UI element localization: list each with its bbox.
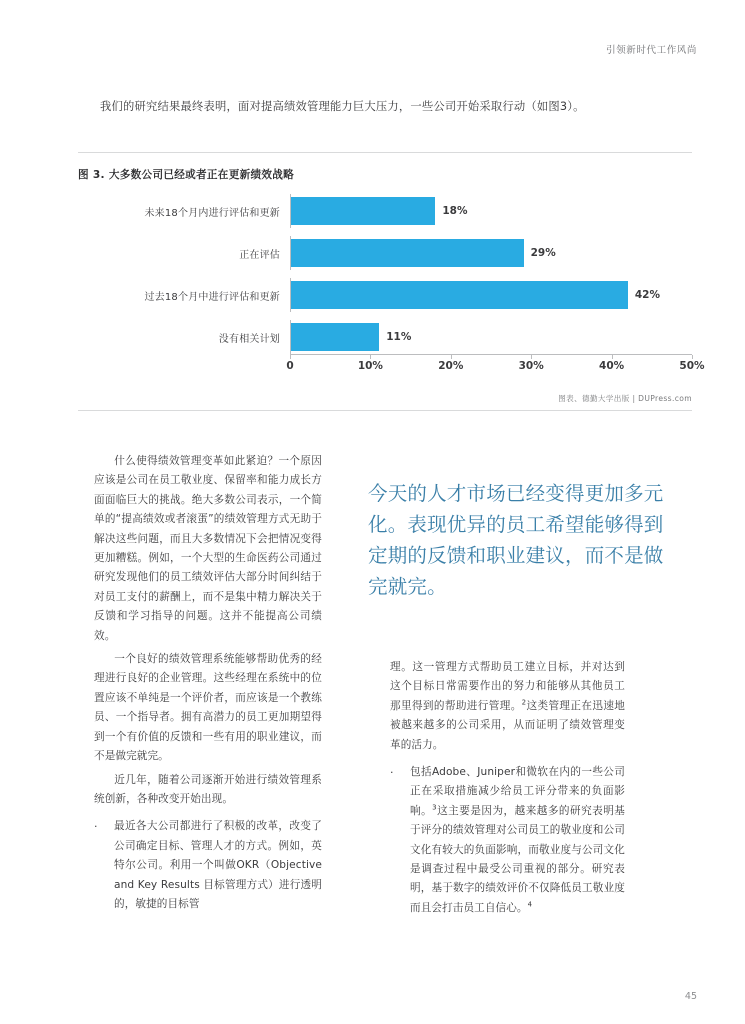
list-item bbox=[390, 763, 625, 918]
x-tick-label: 30% bbox=[518, 360, 544, 372]
bar-3 bbox=[291, 323, 379, 351]
bullet-2-part1: 包括Adobe、Juniper和微软在内的一些公司正在采取措施减少给员工评分带来的负面影响。 bbox=[410, 766, 625, 817]
bullet-2-text bbox=[410, 763, 625, 918]
category-label: 过去18个月中进行评估和更新 bbox=[144, 291, 280, 303]
category-label: 正在评估 bbox=[239, 249, 280, 261]
figure-source: 图表、德勤大学出版 | DUPress.com bbox=[558, 394, 692, 403]
bar-1 bbox=[291, 239, 524, 267]
footnote-ref-3: 3 bbox=[432, 803, 437, 812]
x-tick-mark bbox=[692, 355, 693, 359]
chart-rows bbox=[78, 194, 692, 354]
bullet-1-text: 最近各大公司都进行了积极的改革，改变了公司确定目标、管理人才的方式。例如，英特尔公司。利用一个叫做OKR（Objective and Key Results 目标管理方式）进行透明的，敏捷的目标管 bbox=[114, 820, 322, 910]
figure-title: 图 3. 大多数公司已经或者正在更新绩效战略 bbox=[78, 169, 295, 181]
x-tick-mark bbox=[451, 355, 452, 359]
bar-track bbox=[290, 236, 692, 270]
bar-value-1: 29% bbox=[530, 247, 556, 259]
chart-row bbox=[78, 320, 692, 354]
bar-track bbox=[290, 194, 692, 228]
chart-row bbox=[78, 236, 692, 270]
intro-paragraph bbox=[78, 96, 688, 117]
x-axis bbox=[286, 354, 705, 376]
figure-3-block bbox=[78, 152, 705, 411]
bar-0 bbox=[291, 197, 435, 225]
bar-2 bbox=[291, 281, 628, 309]
x-tick-mark bbox=[531, 355, 532, 359]
running-header: 引领新时代工作风尚 bbox=[606, 45, 697, 56]
right-continuation-paragraph bbox=[390, 658, 625, 755]
left-paragraph-1-text: 什么使得绩效管理变革如此紧迫？一个原因应该是公司在员工敬业度、保留率和能力成长方面面临巨大的挑战。绝大多数公司表示，一个简单的“提高绩效或者滚蛋”的绩效管理方式无助于解决这些问题，而且大多数情况下会把情况变得更加糟糕。例如，一个大型的生命医药公司通过研究发现他们的员工绩效评估大部分时间纠结于对员工支付的薪酬上，而不是集中精力解决关于反馈和学习指导的问题。这并不能提高公司绩效。 bbox=[94, 455, 322, 642]
x-tick-label: 50% bbox=[679, 360, 705, 372]
x-tick-mark bbox=[612, 355, 613, 359]
bullet-marker: · bbox=[390, 766, 394, 780]
left-paragraph-3 bbox=[94, 771, 322, 810]
right-column bbox=[390, 658, 625, 918]
x-tick-label: 0 bbox=[286, 360, 294, 372]
category-label: 未来18个月内进行评估和更新 bbox=[144, 207, 280, 219]
bullet-marker: · bbox=[94, 820, 98, 834]
left-paragraph-1 bbox=[94, 452, 322, 646]
chart-row bbox=[78, 194, 692, 228]
bar-value-3: 11% bbox=[386, 331, 412, 343]
bar-value-0: 18% bbox=[442, 205, 468, 217]
right-continuation-part2: 这类管理正在迅速地被越来越多的公司采用，从而证明了绩效管理变革的活力。 bbox=[390, 699, 625, 751]
x-tick-label: 40% bbox=[599, 360, 625, 372]
bar-track bbox=[290, 278, 692, 312]
left-column bbox=[94, 452, 322, 914]
bar-value-2: 42% bbox=[634, 289, 660, 301]
footnote-ref-2: 2 bbox=[521, 698, 527, 707]
x-tick-mark bbox=[290, 355, 291, 359]
footnote-ref-4: 4 bbox=[527, 900, 533, 909]
pull-quote: 今天的人才市场已经变得更加多元化。表现优异的员工希望能够得到定期的反馈和职业建议，而不是做完就完。 bbox=[368, 482, 664, 598]
left-paragraph-2 bbox=[94, 650, 322, 766]
right-continuation-part1: 理。这一管理方式帮助员工建立目标，并对达到这个目标日常需要作出的努力和能够从其他员工那里得到的帮助进行管理。 bbox=[390, 661, 625, 712]
chart-row bbox=[78, 278, 692, 312]
bullet-2-part2: 这主要是因为，越来越多的研究表明基于评分的绩效管理对公司员工的敬业度和公司文化有较大的负面影响，而敬业度与公司文化是调查过程中最受公司重视的部分。研究表明，基于数字的绩效评价不仅降低员工敬业度而且会打击员工自信心。 bbox=[410, 804, 625, 914]
x-tick-label: 20% bbox=[438, 360, 464, 372]
left-paragraph-2-text: 一个良好的绩效管理系统能够帮助优秀的经理进行良好的企业管理。这些经理在系统中的位置应该不单纯是一个评价者，而应该是一个教练员、一个指导者。拥有高潜力的员工更加期望得到一个有价值的反馈和一些有用的职业建议，而不是做完就完。 bbox=[94, 653, 322, 763]
intro-text: 我们的研究结果最终表明，面对提高绩效管理能力巨大压力，一些公司开始采取行动（如图3）。 bbox=[100, 100, 585, 113]
category-label: 没有相关计划 bbox=[218, 333, 280, 345]
left-paragraph-3-text: 近几年，随着公司逐渐开始进行绩效管理系统创新，各种改变开始出现。 bbox=[94, 773, 322, 805]
list-item bbox=[94, 817, 322, 914]
x-tick-mark bbox=[370, 355, 371, 359]
bar-chart bbox=[78, 188, 705, 388]
x-tick-label: 10% bbox=[357, 360, 383, 372]
figure-bottom-rule bbox=[78, 410, 692, 411]
page-number: 45 bbox=[684, 991, 697, 1002]
bar-track bbox=[290, 320, 692, 354]
